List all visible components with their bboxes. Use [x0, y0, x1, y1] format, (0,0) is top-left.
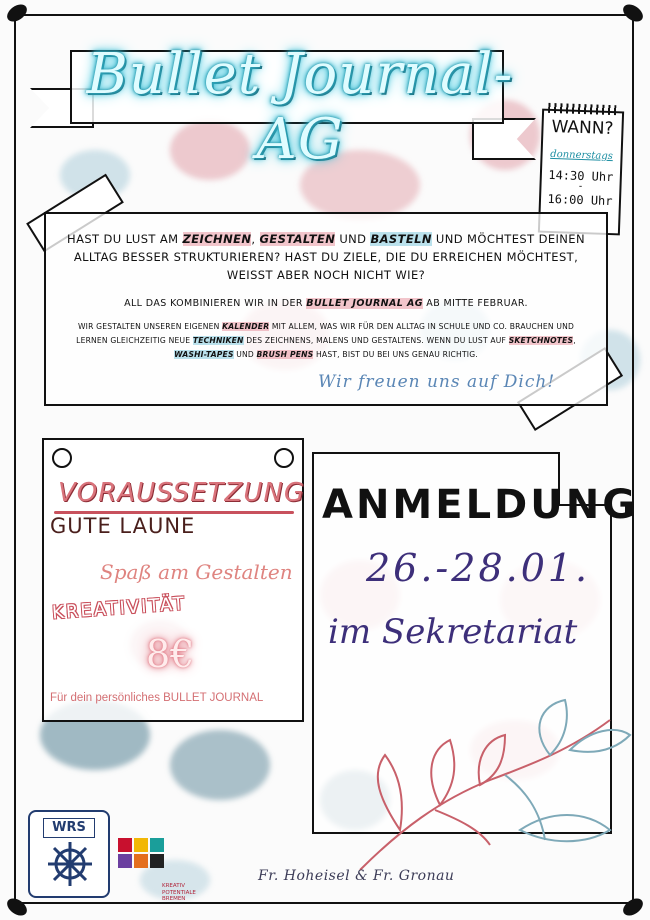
highlighted-keyword: TECHNIKEN [192, 336, 244, 345]
schedule-separator: - [578, 180, 583, 193]
partner-line-2: POTENTIALE [162, 889, 196, 896]
spiral-binding [548, 103, 616, 115]
text-segment: MIT ALLEM, WAS WIR FÜR DEN ALLTAG IN SCHULE UND CO. BRAUCHEN UND LERNEN GLEICHZEITIG NEUE [76, 322, 575, 345]
text-segment: HAST DU LUST AM [67, 232, 183, 246]
text-segment: HAST, BIST DU BEI UNS GENAU RICHTIG. [313, 350, 478, 359]
registration-date: 26.-28.01. [366, 546, 591, 590]
school-logo-text: WRS [43, 818, 95, 838]
highlighted-keyword: ZEICHNEN [182, 232, 252, 246]
price: 8€ [146, 632, 195, 676]
registration-place: im Sekretariat [328, 612, 578, 652]
highlighted-keyword: WASHI-TAPES [174, 350, 234, 359]
text-segment: UND [335, 232, 371, 246]
partner-logo [118, 838, 168, 884]
text-segment: AB MITTE FEBRUAR. [422, 298, 528, 309]
pin-icon [52, 448, 72, 468]
requirement-good-mood: GUTE LAUNE [50, 514, 196, 538]
partner-logo-text [162, 883, 196, 903]
text-segment: , [573, 336, 576, 345]
requirements-title: VORAUSSETZUNG [58, 478, 305, 508]
intro-description [62, 320, 590, 362]
text-segment: DES ZEICHNENS, MALENS UND GESTALTENS. WENN DU LUST AUF [243, 336, 509, 345]
requirement-creativity: KREATIVITÄT [51, 593, 187, 624]
schedule-end: 16:00 Uhr [547, 191, 613, 209]
flower-icon [340, 680, 640, 880]
requirements-card [42, 438, 304, 722]
text-segment: ALL DAS KOMBINIEREN WIR IN DER [124, 298, 307, 309]
teacher-names: Fr. Hoheisel & Fr. Gronau [258, 868, 455, 884]
text-segment: UND [233, 350, 257, 359]
schedule-day: donnerstags [550, 148, 614, 163]
schedule-heading: WANN? [551, 116, 614, 140]
highlighted-keyword: BASTELN [370, 232, 432, 246]
ship-wheel-icon [46, 840, 94, 888]
highlighted-keyword: SKETCHNOTES [508, 336, 574, 345]
price-note: Für dein persönliches BULLET JOURNAL [50, 692, 264, 704]
highlighted-keyword: GESTALTEN [259, 232, 336, 246]
school-logo [28, 810, 110, 898]
highlighted-keyword: BULLET JOURNAL AG [306, 298, 423, 309]
intro-question [66, 230, 586, 284]
registration-title: ANMELDUNG [322, 482, 639, 528]
text-segment: WIR GESTALTEN UNSEREN EIGENEN [77, 322, 223, 331]
partner-line-3: BREMEN [162, 896, 186, 902]
highlighted-keyword: KALENDER [222, 322, 270, 331]
schedule-start: 14:30 Uhr [548, 167, 614, 185]
requirement-fun: Spaß am Gestalten [100, 560, 293, 584]
highlighted-keyword: BRUSH PENS [256, 350, 314, 359]
intro-ag-line [66, 298, 586, 309]
pin-icon [274, 448, 294, 468]
text-segment: UND MÖCHTEST DEINEN ALLTAG BESSER STRUKTURIEREN? HAST DU ZIELE, DIE DU ERREICHEN MÖCHTEST, WEISST ABER NOCH NICHT WIE? [73, 232, 585, 282]
partner-line-1: KREATIV [162, 883, 185, 889]
text-segment: , [251, 232, 260, 246]
page-title: Bullet Journal-AG [86, 42, 514, 172]
signoff: Wir freuen uns auf Dich! [318, 372, 556, 392]
